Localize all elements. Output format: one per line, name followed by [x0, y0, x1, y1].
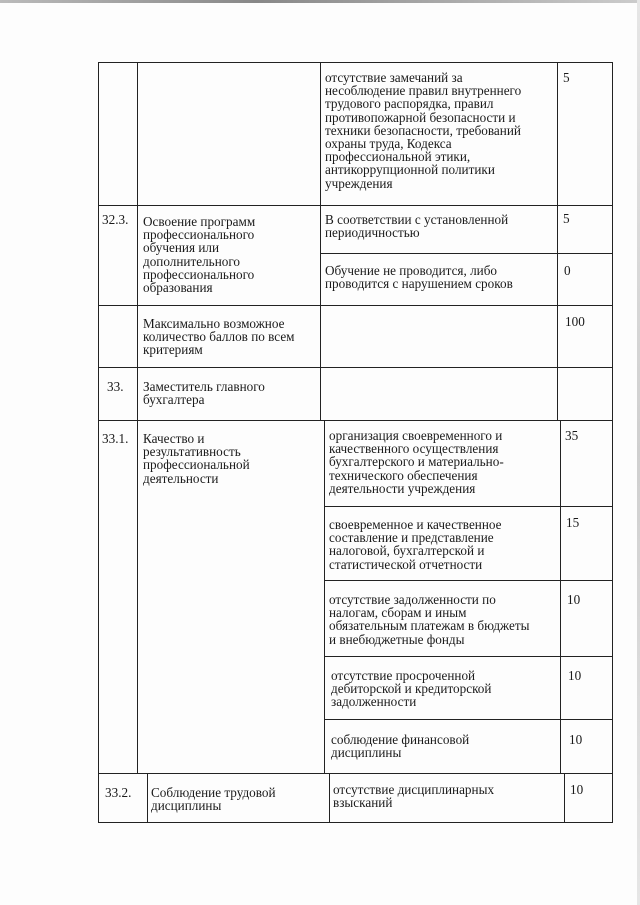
indicator-cell: В соответствии с установленной периодичностью [325, 212, 509, 241]
criterion-cell: Качество и результативность профессиональной деятельности [143, 431, 250, 486]
col-divider-3c [564, 773, 565, 823]
col-divider-2c [329, 773, 330, 823]
row-divider [324, 719, 613, 720]
score-cell: 10 [568, 668, 582, 683]
col-divider-2b [324, 420, 325, 773]
score-cell: 0 [564, 263, 571, 278]
criterion-cell: Соблюдение трудовой дисциплины [151, 785, 276, 814]
criterion-cell: Освоение программ профессионального обучения или дополнительного профессионального образования [143, 214, 256, 296]
col-divider-1b [137, 420, 138, 773]
row-divider [98, 367, 613, 368]
table-border-bottom [98, 822, 613, 823]
score-cell: 5 [563, 211, 570, 226]
criterion-cell: Максимально возможное количество баллов по всем критериям [143, 316, 295, 358]
table-border-top [98, 62, 613, 63]
item-number: 32.3. [102, 212, 129, 227]
item-number: 33.2. [105, 785, 132, 800]
score-cell: 10 [569, 732, 583, 747]
score-cell: 10 [567, 592, 581, 607]
score-cell: 5 [563, 70, 570, 85]
indicator-cell: своевременное и качественное составление и представление налоговой, бухгалтерской и статистической отчетности [329, 517, 502, 572]
row-divider [324, 580, 613, 581]
row-divider [324, 656, 613, 657]
indicator-cell: Обучение не проводится, либо проводится с нарушением сроков [325, 263, 513, 292]
row-divider [98, 205, 613, 206]
score-cell: 15 [566, 515, 580, 530]
indicator-cell: отсутствие задолженности по налогам, сборам и иным обязательным платежам в бюджеты и внебюджетные фонды [329, 592, 530, 647]
col-divider-1c [147, 773, 148, 823]
table-border-right [612, 62, 613, 823]
indicator-cell: организация своевременного и качественного осуществления бухгалтерского и материально- технического обеспечения деятельности учреждения [329, 428, 504, 496]
row-divider [324, 506, 613, 507]
score-cell: 35 [565, 428, 579, 443]
indicator-cell: отсутствие дисциплинарных взысканий [333, 782, 495, 811]
item-number: 33.1. [102, 431, 129, 446]
score-cell: 100 [565, 314, 585, 329]
row-divider [98, 420, 613, 421]
row-divider [98, 305, 613, 306]
row-divider [320, 253, 613, 254]
item-number: 33. [107, 379, 124, 394]
indicator-cell: соблюдение финансовой дисциплины [331, 732, 470, 761]
row-divider [98, 773, 613, 774]
col-divider-3b [560, 420, 561, 773]
score-cell: 10 [570, 782, 584, 797]
criterion-cell: Заместитель главного бухгалтера [143, 379, 265, 408]
indicator-cell: отсутствие просроченной дебиторской и кредиторской задолженности [331, 668, 492, 710]
table-border-left [98, 62, 99, 823]
indicator-cell: отсутствие замечаний за несоблюдение правил внутреннего трудового распорядка, правил противопожарной безопасности и техники безопасности, требований охраны труда, Кодекса профессиональной этики, антикоррупционной политики учреждения [325, 70, 522, 191]
